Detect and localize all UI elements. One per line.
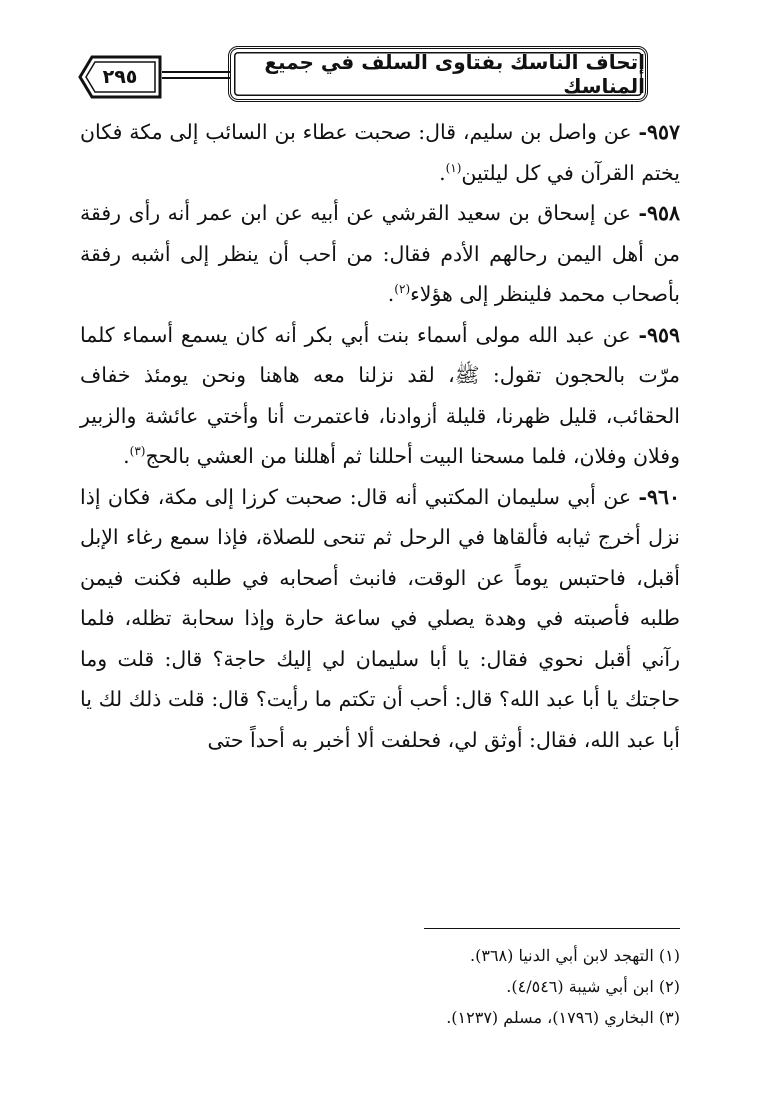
footnote-ref: (١) xyxy=(445,160,462,175)
paragraph-number: ٩٥٧- xyxy=(638,120,680,144)
paragraph-text: عن واصل بن سليم، قال: صحبت عطاء بن السائب إلى مكة فكان يختم القرآن في كل ليلتين xyxy=(80,120,680,185)
paragraph-end: . xyxy=(123,444,130,468)
paragraph-number: ٩٦٠- xyxy=(638,484,680,509)
page-number: ٢٩٥ xyxy=(102,66,138,88)
paragraph-957 xyxy=(80,112,680,193)
page-header xyxy=(78,46,648,106)
paragraph-text: عن إسحاق بن سعيد القرشي عن أبيه عن ابن عمر أنه رأى رفقة من أهل اليمن رحالهم الأدم فقال: من أحب أن ينظر إلى أشبه رفقة بأصحاب محمد فلينظر إلى هؤلاء xyxy=(80,201,680,306)
page-body xyxy=(80,112,680,760)
paragraph-end: . xyxy=(439,160,446,185)
paragraph-text: عن عبد الله مولى أسماء بنت أبي بكر أنه كان يسمع أسماء كلما مرّت بالحجون تقول: ﷺ، لقد نزلنا معه هاهنا ونحن يومئذ خفاف الحقائب، قليل ظهرنا، قليلة أزوادنا، فاعتمرت أنا وأختي عائشة والزبير وفلان وفلان، فلما مسحنا البيت أحللنا ثم أهللنا من العشي بالحج xyxy=(80,322,680,468)
footnote-1: (١) التهجد لابن أبي الدنيا (٣٦٨). xyxy=(470,946,680,965)
paragraph-959 xyxy=(80,315,680,477)
footnote-ref: (٢) xyxy=(394,282,411,297)
header-rule-bottom xyxy=(162,77,232,79)
book-title: إتحاف الناسك بفتاوى السلف في جميع المناسك xyxy=(228,46,648,102)
paragraph-number: ٩٥٨- xyxy=(638,201,680,225)
page-number-badge xyxy=(78,54,162,100)
paragraph-958 xyxy=(80,193,680,315)
header-rule-top xyxy=(162,71,232,73)
footnote-3: (٣) البخاري (١٧٩٦)، مسلم (١٢٣٧). xyxy=(446,1008,680,1027)
paragraph-text: عن أبي سليمان المكتبي أنه قال: صحبت كرزا إلى مكة، فكان إذا نزل أخرج ثيابه فألقاها في الرحل ثم تنحى للصلاة، فإذا سمع رغاء الإبل أقبل، فاحتبس يوماً عن الوقت، فانبث أصحابه في طلبه فكنت فيمن طلبه فأصبته في وهدة يصلي في ساعة حارة وإذا سحابة تظله، فلما رآني أقبل نحوي فقال: يا أبا سليمان لي إليك حاجة؟ قال: قلت وما حاجتك يا أبا عبد الله؟ قال: أحب أن تكتم ما رأيت؟ قال: قلت ذلك لك يا أبا عبد الله، فقال: أوثق لي، فحلفت ألا أخبر به أحداً حتى xyxy=(80,484,680,752)
footnote-2: (٢) ابن أبي شيبة (٤/٥٤٦). xyxy=(506,977,680,996)
paragraph-end: . xyxy=(387,282,395,306)
paragraph-960 xyxy=(80,477,680,761)
footnotes xyxy=(300,940,680,1033)
footnote-separator xyxy=(424,928,680,929)
footnote-ref: (٣) xyxy=(129,444,146,459)
paragraph-number: ٩٥٩- xyxy=(638,322,680,347)
